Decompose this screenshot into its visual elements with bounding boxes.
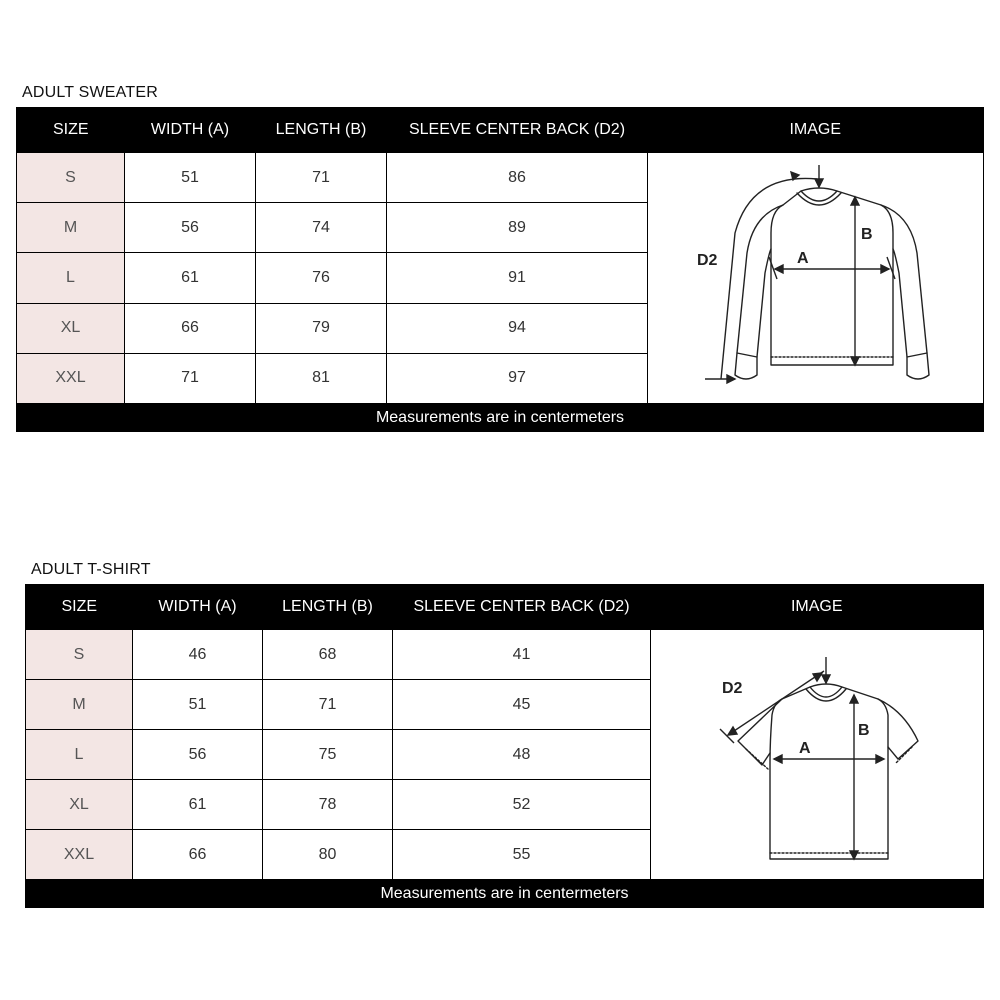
size-cell: XL xyxy=(26,780,133,830)
tshirt-diagram-cell xyxy=(651,630,984,880)
arrowhead-icon xyxy=(822,675,830,683)
size-cell: S xyxy=(17,153,125,203)
size-cell: L xyxy=(17,253,125,303)
measurement-note: Measurements are in centermeters xyxy=(17,404,984,432)
header-image: IMAGE xyxy=(648,108,984,153)
sleeve-cell: 86 xyxy=(387,153,648,203)
arrowhead-icon xyxy=(850,695,858,703)
length-cell: 80 xyxy=(263,830,393,880)
table-footer-row xyxy=(26,880,984,908)
width-cell: 51 xyxy=(133,680,263,730)
width-cell: 66 xyxy=(133,830,263,880)
table-header-row xyxy=(17,108,984,153)
size-cell: XXL xyxy=(17,353,125,403)
sleeve-cell: 91 xyxy=(387,253,648,303)
length-cell: 71 xyxy=(256,153,387,203)
header-size: SIZE xyxy=(26,585,133,630)
sleeve-cell: 97 xyxy=(387,353,648,403)
sleeve-cell: 94 xyxy=(387,303,648,353)
length-cell: 81 xyxy=(256,353,387,403)
header-length: LENGTH (B) xyxy=(256,108,387,153)
width-cell: 56 xyxy=(125,203,256,253)
size-cell: XL xyxy=(17,303,125,353)
sleeve-cell: 55 xyxy=(393,830,651,880)
header-image: IMAGE xyxy=(651,585,984,630)
width-cell: 66 xyxy=(125,303,256,353)
size-cell: XXL xyxy=(26,830,133,880)
table-row xyxy=(17,153,984,203)
measurement-note: Measurements are in centermeters xyxy=(26,880,984,908)
length-cell: 79 xyxy=(256,303,387,353)
header-sleeve: SLEEVE CENTER BACK (D2) xyxy=(393,585,651,630)
size-cell: M xyxy=(26,680,133,730)
sweater-diagram-cell xyxy=(648,153,984,404)
sleeve-cell: 45 xyxy=(393,680,651,730)
label-a: A xyxy=(799,740,811,757)
tshirt-collar xyxy=(810,687,842,697)
sweater-collar xyxy=(801,191,837,201)
arrowhead-icon xyxy=(850,851,858,859)
header-length: LENGTH (B) xyxy=(263,585,393,630)
label-d2: D2 xyxy=(722,680,743,697)
tshirt-collar-inner xyxy=(806,689,846,701)
arrowhead-icon xyxy=(881,265,889,273)
width-cell: 51 xyxy=(125,153,256,203)
header-size: SIZE xyxy=(17,108,125,153)
length-cell: 68 xyxy=(263,630,393,680)
sweater-title: ADULT SWEATER xyxy=(22,84,158,101)
label-b: B xyxy=(860,226,873,243)
header-sleeve: SLEEVE CENTER BACK (D2) xyxy=(387,108,648,153)
width-cell: 61 xyxy=(133,780,263,830)
table-footer-row xyxy=(17,404,984,432)
width-cell: 71 xyxy=(125,353,256,403)
arrowhead-icon xyxy=(815,179,823,187)
arrowhead-icon xyxy=(876,755,884,763)
tshirt-left-sleeve-stitch xyxy=(746,749,768,769)
arrowhead-icon xyxy=(728,727,737,735)
sleeve-cell: 89 xyxy=(387,203,648,253)
arrowhead-icon xyxy=(775,265,783,273)
sweater-right-sleeve xyxy=(881,205,927,357)
sweater-left-sleeve xyxy=(737,205,783,357)
tshirt-body-outline xyxy=(770,684,888,859)
sleeve-cell: 48 xyxy=(393,730,651,780)
sweater-collar-inner xyxy=(797,193,841,205)
size-cell: M xyxy=(17,203,125,253)
header-width: WIDTH (A) xyxy=(133,585,263,630)
length-cell: 78 xyxy=(263,780,393,830)
arrowhead-icon xyxy=(851,357,859,365)
length-cell: 74 xyxy=(256,203,387,253)
width-cell: 61 xyxy=(125,253,256,303)
tshirt-right-sleeve-stitch xyxy=(896,747,912,763)
arrowhead-icon xyxy=(727,375,735,383)
table-header-row xyxy=(26,585,984,630)
length-cell: 75 xyxy=(263,730,393,780)
label-b: B xyxy=(858,722,870,739)
sweater-body-outline xyxy=(771,188,893,365)
size-cell: S xyxy=(26,630,133,680)
tshirt-size-table xyxy=(25,584,984,908)
tshirt-left-sleeve xyxy=(738,699,782,765)
sleeve-cell: 52 xyxy=(393,780,651,830)
length-cell: 76 xyxy=(256,253,387,303)
arrowhead-icon xyxy=(813,673,822,681)
label-d2: D2 xyxy=(696,252,717,269)
sweater-diagram xyxy=(651,153,981,398)
label-a: A xyxy=(796,250,809,267)
size-cell: L xyxy=(26,730,133,780)
header-width: WIDTH (A) xyxy=(125,108,256,153)
tshirt-title: ADULT T-SHIRT xyxy=(31,561,151,578)
arrowhead-icon xyxy=(774,755,782,763)
tshirt-right-sleeve xyxy=(878,699,918,759)
width-cell: 46 xyxy=(133,630,263,680)
width-cell: 56 xyxy=(133,730,263,780)
table-row xyxy=(26,630,984,680)
tshirt-diagram xyxy=(654,631,980,873)
sleeve-cell: 41 xyxy=(393,630,651,680)
length-cell: 71 xyxy=(263,680,393,730)
measure-d2-line xyxy=(721,178,817,379)
sweater-size-table xyxy=(16,107,984,432)
